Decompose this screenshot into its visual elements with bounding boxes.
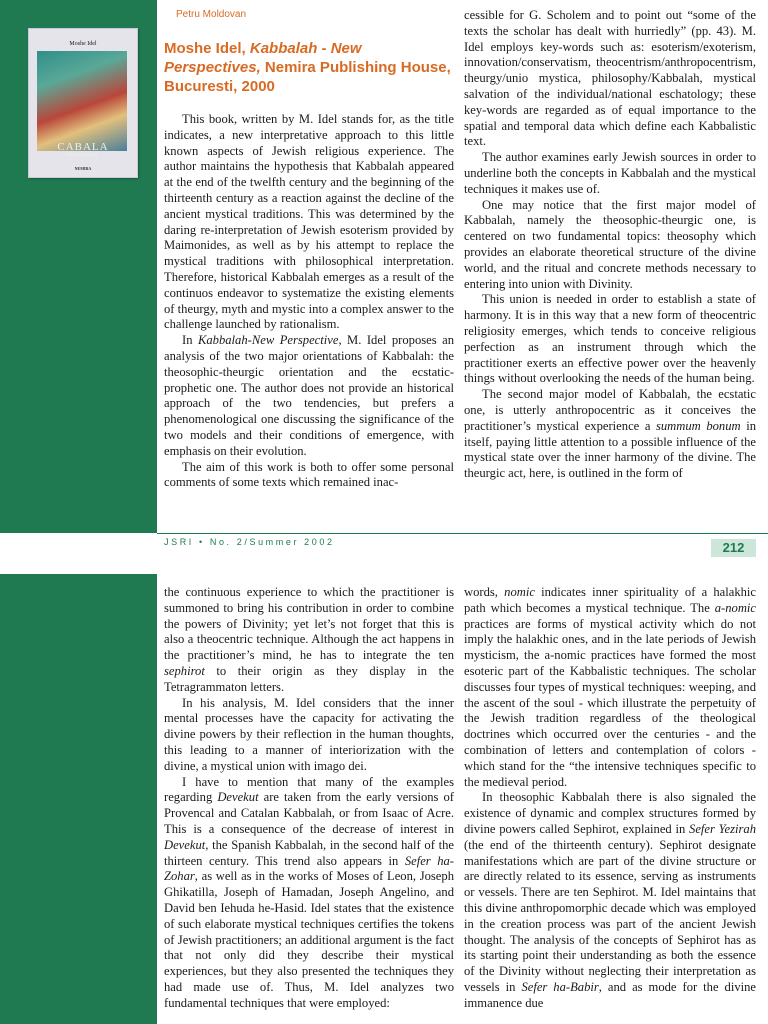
text-column-4 [464, 585, 756, 1024]
paragraph: words, nomic indicates inner spirituality of a halakhic path which becomes a mystical technique. The a-nomic practices are forms of mystical activity which do not imply the halakhic ones, and in the late periods of Jewish mysticism, the a-nomic practices have formed the most esoteric part of the Kabbalistic techniques. The scholar discusses four types of mystical techniques: weeping, and the ascent of the soul - which illustrate the perpetuity of the Jewish tradition regardless of the theological doctrines which occurred over the centuries - and the combination of letters and contemplation of colors - which stand for the “the intensive techniques specific to the medieval period. [464, 585, 756, 789]
reviewer-name: Petru Moldovan [176, 9, 247, 20]
paragraph: One may notice that the first major model of Kabbalah, namely the theosophic-theurgic one, is centered on two fundamental topics: theosophy which provides an elaborate theoretical structure of the divine world, and the ritual and concrete methods necessary to entering into union with Divinity. [464, 197, 756, 291]
paragraph: the continuous experience to which the practitioner is summoned to bring his contribution in order to combine the powers of Divinity; yet let’s not forget that this is also a theocentric technique. Although the act happens in the practitioner’s mind, he has to integrate the ten sephirot to their origin as they display in the Tetragrammaton letters. [164, 585, 454, 694]
paragraph: In theosophic Kabbalah there is also signaled the existence of dynamic and complex structures formed by divine powers called Sephirot, explained in Sefer Yezirah (the end of the thirteenth century). Sephirot designate manifestations which are part of the divine structure or are directly related to its essence, serving as instruments or vessels. There are ten Sephirot. M. Idel maintains that this divine anthropomorphic decade which was employed in the creation process was part of the ancient Jewish thought. The analysis of the concepts of Sephirot has as its starting point their understanding as both the essence of the Divinity without neglecting their interpretation as vessels in Sefer ha-Babir, and as mode for the divine immanence due [464, 790, 756, 1010]
margin-strip-lower [0, 574, 157, 1024]
book-title: Kabbalah - New Perspectives, [164, 40, 362, 76]
paragraph: The second major model of Kabbalah, the ecstatic one, is utterly anthropocentric as it conceives the practitioner’s mystical experience a summum bonum in itself, paying little attention to a possible influence of the mystical state over the inner harmony of the divine. The theurgic act, here, is outlined in the form of [464, 387, 756, 481]
paragraph: This union is needed in order to establish a state of harmony. It is in this way that a new form of theocentric religiosity emerges, which tends to conceive religious perfection as an instrument through which the practitioner exerts an effective power over the heavenly things without overlooking the needs of the human being. [464, 292, 756, 386]
book-cover-image [28, 28, 138, 178]
cover-subtitle: noi perspective [67, 153, 99, 158]
text-column-2 [464, 8, 756, 513]
paragraph: cessible for G. Scholem and to point out “some of the texts the scholar has dealt with hurriedly” (pp. 43). M. Idel employs key-words such as: esoterism/exoterism, innovation/conservatism, theocentrism/anthropocentrism, theurgy/unio mystica, philosophy/Kabbalah, mystical salvation of the individual/national eschatology; these key-words are regarded as of equal importance to the spatial and temporal data which define each Kabbalistic text. [464, 8, 756, 149]
page-number: 212 [711, 539, 756, 557]
text-column-3 [164, 585, 454, 1024]
paragraph: The aim of this work is both to offer some personal comments of some texts which remained inac- [164, 459, 454, 490]
book-publisher: Nemira Publishing House, Bucuresti, 2000 [164, 59, 451, 95]
review-heading [164, 39, 454, 96]
paragraph: This book, written by M. Idel stands for, as the title indicates, a new interpretative approach to this little known aspects of Jewish religious experience. The author maintains the hypothesis that Kabbalah appeared at the end of the twelfth century and the beginning of the thirteenth century as a reaction against the decline of the ancient mystical traditions. This was determined by the daring re-interpretation of Jewish esoterism provided by Maimonides, as well as by his attempt to replace the mystical traditions with philosophical interpretation. Therefore, historical Kabbalah emerges as a result of the continuos endeavor to systematize the existing elements of theurgy, myth and mystic into a complex answer to the challenge launched by rationalism. [164, 112, 454, 332]
journal-citation: JSRI • No. 2/Summer 2002 [164, 537, 335, 547]
book-author: Moshe Idel, [164, 40, 246, 57]
cover-artwork [37, 51, 127, 151]
paragraph: In his analysis, M. Idel considers that the inner mental processes have the capacity for activating the divine powers by their reflection in the human thoughts, this leading to a manner of interiorization with the divine, a mystical union with imago dei. [164, 695, 454, 773]
paragraph: In Kabbalah-New Perspective, M. Idel proposes an analysis of the two major orientations of Kabbalah: the theosophic-theurgic orientation and the ecstatic-prophetic one. The author does not provide an historical approach of the two tendencies, but prefers a phenomenological one discussing the significance of the two models and their conditions of emergence, with emphasis on their evolution. [164, 333, 454, 458]
paragraph: I have to mention that many of the examples regarding Devekut are taken from the early versions of Provencal and Catalan Kabbalah, or from Isaac of Acre. This is a consequence of the decrease of interest in Devekut, the Spanish Kabbalah, in the second half of the thirteen century. This trend also appears in Sefer ha-Zohar, as well as in the works of Moses of Leon, Joseph Ghikatilla, Joseph of Hamadan, Joseph Angelino, and David ben Iehuda he-Hasid. Idel states that the existence of such elaborate mystical techniques certifies the tokens of Jewish practitioners; an additional argument is the fact that not only did they describe their mystical experiences, but they also presented the techniques they had made use of. Thus, M. Idel analyzes two fundamental techniques that were employed: [164, 774, 454, 1010]
text-column-1 [164, 112, 454, 512]
cover-publisher: NEMIRA [74, 166, 92, 171]
cover-author: Moshe Idel [69, 41, 97, 47]
cover-title: CABALA [57, 141, 109, 153]
page-gap [0, 560, 768, 574]
paragraph: The author examines early Jewish sources in order to underline both the concepts in Kabbalah and the mystical techniques it makes use of. [464, 150, 756, 196]
margin-strip [0, 0, 157, 533]
